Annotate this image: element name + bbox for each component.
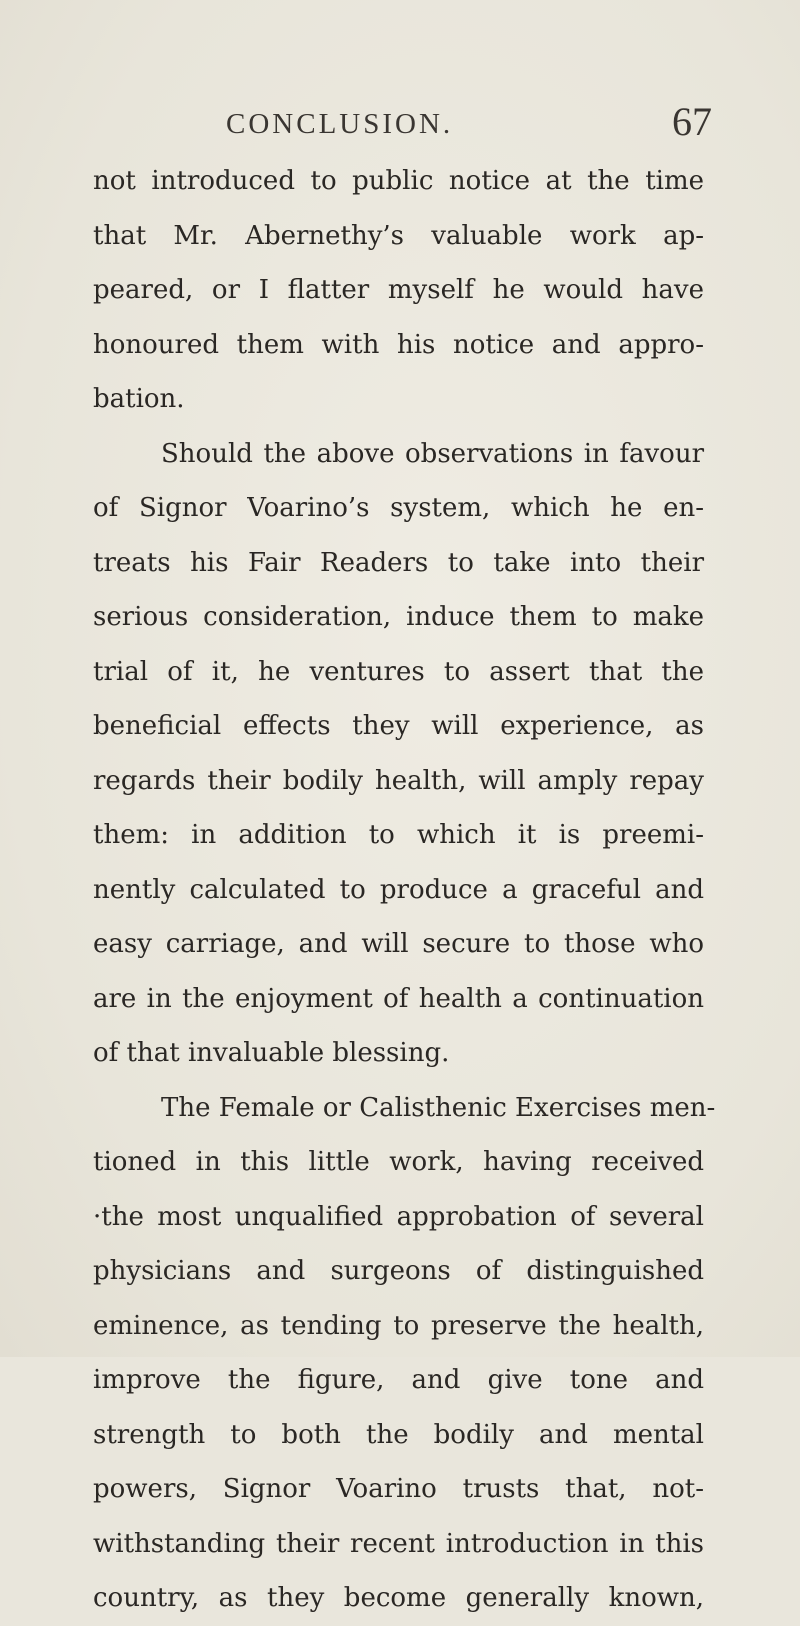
text-line: peared, or I flatter myself he would have <box>93 275 704 305</box>
text-line: powers, Signor Voarino trusts that, not- <box>93 1474 704 1504</box>
text-line: nently calculated to produce a graceful and <box>93 874 704 905</box>
text-line: not introduced to public notice at the time <box>93 166 704 196</box>
text-line: beneficial effects they will experience, as <box>93 711 704 741</box>
text-line: treats his Fair Readers to take into their <box>93 547 704 578</box>
text-line: trial of it, he ventures to assert that the <box>93 656 704 687</box>
text-line: country, as they become generally known, <box>93 1583 704 1613</box>
text-line: serious consideration, induce them to make <box>93 602 704 632</box>
text-line: The Female or Calisthenic Exercises men- <box>161 1092 716 1123</box>
text-line: easy carriage, and will secure to those who <box>93 929 704 959</box>
text-line: them: in addition to which it is preemi- <box>93 820 704 850</box>
text-line: tioned in this little work, having received <box>93 1147 704 1177</box>
text-line: withstanding their recent introduction in this <box>93 1528 704 1559</box>
text-line: eminence, as tending to preserve the health, <box>93 1310 704 1341</box>
running-title: CONCLUSION. <box>226 108 454 140</box>
text-line: of Signor Voarino’s system, which he en- <box>93 493 704 523</box>
text-line: of that invaluable blessing. <box>93 1038 450 1068</box>
text-line: are in the enjoyment of health a continuation <box>93 983 704 1014</box>
page-header <box>0 100 800 150</box>
text-line: strength to both the bodily and mental <box>93 1419 704 1450</box>
text-line: bation. <box>93 384 185 414</box>
text-line: Should the above observations in favour <box>161 438 704 469</box>
text-line: ·the most unqualified approbation of several <box>93 1201 704 1232</box>
text-line: honoured them with his notice and appro- <box>93 329 704 360</box>
text-line: regards their bodily health, will amply repay <box>93 765 704 796</box>
text-line: physicians and surgeons of distinguished <box>93 1256 704 1286</box>
page-number: 67 <box>672 99 712 144</box>
text-line: improve the figure, and give tone and <box>93 1365 704 1395</box>
text-line: that Mr. Abernethy’s valuable work ap- <box>93 220 704 251</box>
body-text <box>93 154 716 1626</box>
